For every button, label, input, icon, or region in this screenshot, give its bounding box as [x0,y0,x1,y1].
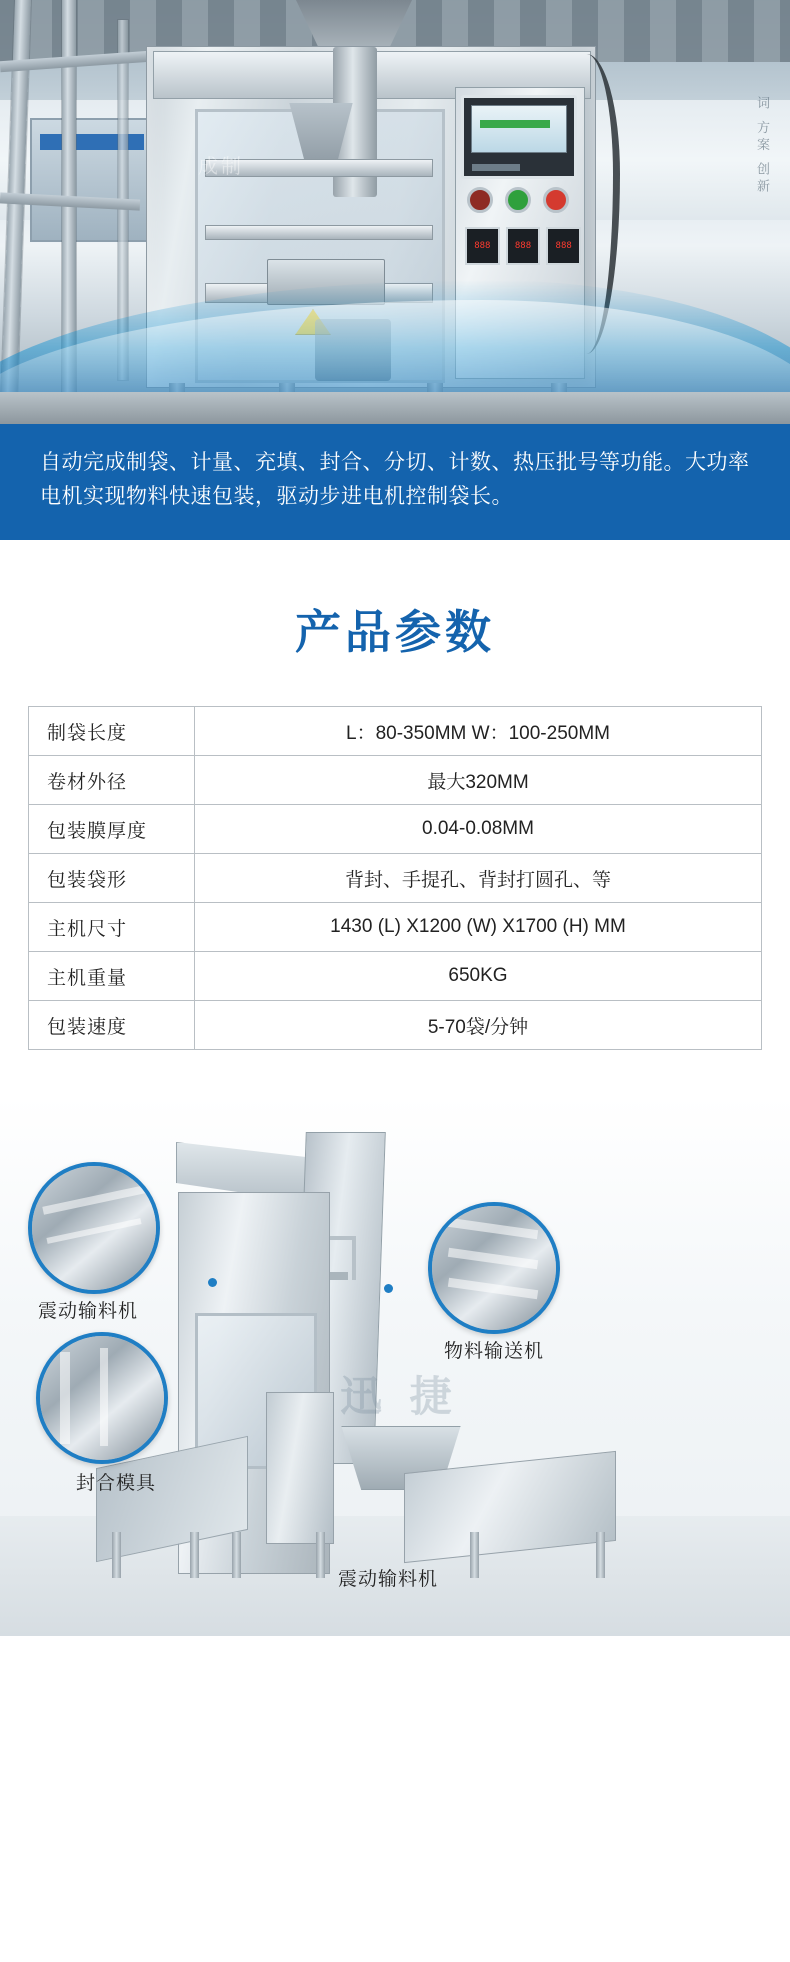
meter-digits: 888 [474,241,491,251]
electrical-cabinet [266,1392,334,1544]
hero-watermark-left: 成制 [198,156,244,178]
callout-bubble-vibrating-feeder-top [28,1162,160,1294]
start-button-icon [505,187,531,213]
spec-key: 卷材外径 [29,756,195,805]
meter-digits: 888 [555,241,572,251]
spec-key: 主机重量 [29,952,195,1001]
spec-key: 制袋长度 [29,707,195,756]
hero-floor [0,392,790,424]
spec-value: 0.04-0.08MM [195,805,762,854]
spec-key: 主机尺寸 [29,903,195,952]
product-parameter-table [28,706,762,1050]
bottom-watermark: 迅 捷 [340,1373,460,1421]
table-row [29,854,762,903]
hero-machine-photo [0,0,790,424]
table-row [29,952,762,1001]
spec-key: 包装袋形 [29,854,195,903]
spec-table-wrapper [0,706,790,1050]
callout-bubble-sealing-mold [36,1332,168,1464]
table-row [29,1001,762,1050]
callout-label-vibrating-feeder-bottom: 震动输料机 [338,1569,439,1591]
feature-caption-text: 自动完成制袋、计量、充填、封合、分切、计数、热压批号等功能。大功率电机实现物料快速包装，驱动步进电机控制袋长。 [40,451,750,509]
callout-dot [384,1284,393,1293]
spec-key: 包装速度 [29,1001,195,1050]
spec-value: L：80-350MM W：100-250MM [195,707,762,756]
callout-bubble-material-conveyor [428,1202,560,1334]
wall-poster [30,118,154,242]
meter-digits: 888 [514,241,532,251]
spec-value: 650KG [195,952,762,1001]
section-title-product-parameters: 产品参数 [295,606,495,659]
spec-value: 最大320MM [195,756,762,805]
table-row [29,805,762,854]
callout-dot [208,1278,217,1287]
callout-label-vibrating-feeder-top: 震动输料机 [38,1301,139,1323]
hmi-brand-plate [472,164,520,171]
table-row [29,903,762,952]
table-row [29,707,762,756]
emergency-stop-button-icon [467,187,493,213]
spec-value: 5-70袋/分钟 [195,1001,762,1050]
spec-value: 1430 (L) X1200 (W) X1700 (H) MM [195,903,762,952]
hero-watermark-side: 词 方案 创新 [755,96,770,197]
spec-value: 背封、手提孔、背封打圆孔、等 [195,854,762,903]
callout-label-material-conveyor: 物料输送机 [444,1341,545,1363]
callout-label-sealing-mold: 封合模具 [76,1473,157,1495]
machine-rail [205,225,433,240]
spec-key: 包装膜厚度 [29,805,195,854]
feature-caption-bar [0,424,790,540]
table-row [29,756,762,805]
bottom-components-photo [0,1096,790,1636]
